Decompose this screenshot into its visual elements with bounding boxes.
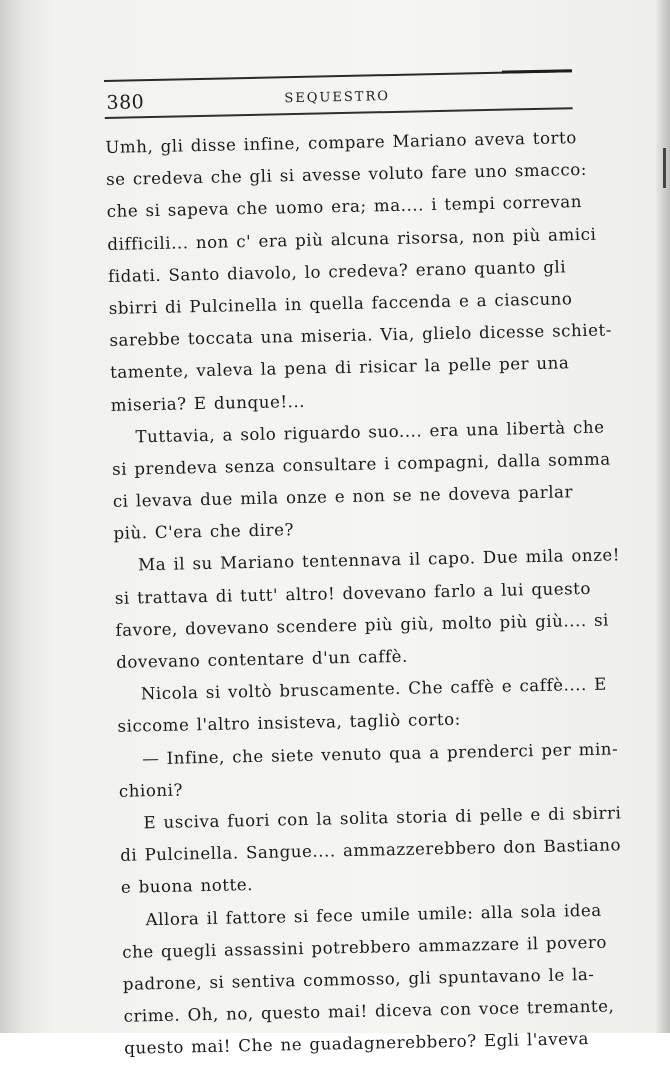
page-number: 380 (106, 91, 145, 114)
text-line: di Pulcinella. Sangue.... ammazzerebbero don Bastiano (120, 835, 622, 865)
text-line: E usciva fuori con la solita storia di pelle e di sbirri (143, 803, 622, 833)
text-line: Ma il su Mariano tentennava il capo. Due mila onze! (137, 545, 621, 575)
text-line: e buona notte. (120, 875, 254, 898)
text-line: fidati. Santo diavolo, lo credeva? erano quanto gli (107, 257, 567, 286)
text-line: se credeva che gli si avesse voluto fare uno smacco: (105, 160, 588, 190)
text-line: che quegli assassini potrebbero ammazzare il povero (122, 932, 608, 962)
text-line: si prendeva senza consultare i compagni, dalla somma (111, 449, 611, 479)
text-line: ci levava due mila onze e non se ne doveva parlar (112, 482, 574, 511)
text-line: difficili... non c' era più alcuna risorsa, non più amici (107, 224, 597, 254)
text-line: chioni? (118, 780, 184, 801)
text-line: Nicola si voltò bruscamente. Che caffè e caffè.... E (140, 674, 607, 704)
page-stack-left-edge (0, 0, 26, 1033)
text-line: siccome l'altro insisteva, tagliò corto: (117, 710, 462, 737)
text-line: crime. Oh, no, questo mai! diceva con voce tremante, (123, 996, 615, 1026)
text-line: che si sapeva che uomo era; ma.... i tempi correvan (106, 192, 583, 222)
text-line: si trattava di tutt' altro! dovevano farlo a lui questo (114, 578, 592, 608)
text-line: dovevano contentare d'un caffè. (116, 646, 409, 672)
text-line: favore, dovevano scendere più giù, molto più giù.... si (115, 610, 610, 640)
text-line: miseria? E dunque!... (110, 391, 306, 415)
margin-mark (663, 148, 666, 188)
body-text (105, 122, 622, 1065)
text-line: — Infine, che siete venuto qua a prenderci per min- (142, 738, 619, 768)
text-line: Tuttavia, a solo riguardo suo.... era una libertà che (135, 417, 605, 447)
text-line: questo mai! Che ne guadagnerebbero? Egli l'aveva (124, 1029, 590, 1059)
text-line: sbirri di Pulcinella in quella faccenda e a ciascuno (108, 289, 573, 318)
text-line: tamente, valeva la pena di risicar la pelle per una (109, 353, 570, 383)
text-line: padrone, si sentiva commosso, gli spuntavano le la- (122, 964, 595, 994)
text-line: sarebbe toccata una miseria. Via, glielo dicesse schiet- (109, 320, 613, 351)
running-title: SEQUESTRO (284, 89, 391, 107)
text-line: Allora il fattore si fece umile umile: alla sola idea (145, 900, 602, 929)
text-line: Umh, gli disse infine, compare Mariano aveva torto (105, 128, 577, 157)
text-line: più. C'era che dire? (113, 520, 295, 544)
